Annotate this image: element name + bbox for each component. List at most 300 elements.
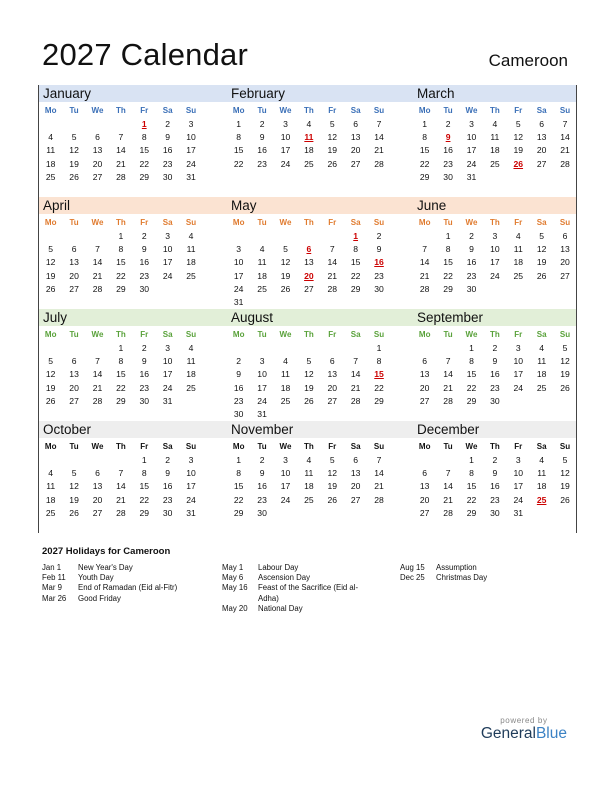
day: 21 (443, 382, 453, 393)
day: 27 (92, 171, 103, 182)
day: 4 (259, 244, 265, 255)
day: 30 (374, 283, 384, 294)
day-grid (227, 342, 397, 421)
day: 27 (92, 507, 103, 518)
month-name: June (417, 198, 447, 213)
day: 23 (162, 158, 173, 169)
weekday-label: Mo (44, 218, 57, 227)
day: 12 (327, 468, 338, 479)
day: 27 (350, 158, 361, 169)
day: 6 (562, 231, 568, 241)
empty-day (62, 454, 85, 467)
day: 27 (419, 507, 430, 518)
day: 20 (419, 382, 430, 393)
day: 9 (165, 468, 171, 479)
day: 6 (95, 468, 100, 479)
empty-day (436, 342, 459, 355)
day: 6 (353, 455, 359, 465)
holiday-name: End of Ramadan (Eid al-Fitr) (78, 583, 178, 593)
holiday-row (42, 583, 212, 593)
day: 18 (304, 481, 314, 492)
weekday-label: Su (185, 106, 197, 115)
day: 29 (374, 395, 384, 406)
day: 2 (141, 231, 147, 241)
weekday-label: Fr (328, 330, 337, 339)
weekday-label: Th (115, 106, 126, 115)
day: 31 (186, 171, 196, 182)
day: 29 (443, 283, 453, 294)
holiday-row (222, 604, 372, 614)
day: 1 (469, 343, 474, 353)
day: 30 (233, 408, 244, 419)
day: 28 (560, 158, 570, 169)
day: 19 (327, 145, 338, 156)
day: 18 (304, 145, 314, 156)
day: 2 (445, 119, 451, 129)
holiday-name: Youth Day (78, 573, 114, 583)
day: 27 (327, 395, 338, 406)
day: 8 (118, 244, 124, 255)
day: 3 (469, 119, 474, 129)
day: 7 (95, 356, 100, 367)
weekday-label: We (279, 442, 292, 451)
day: 24 (257, 395, 267, 406)
day: 14 (443, 481, 453, 492)
holiday-name: Christmas Day (436, 573, 488, 583)
weekday-label: Fr (514, 106, 523, 115)
weekday-label: Sa (536, 330, 547, 339)
day: 1 (445, 231, 451, 241)
day: 13 (92, 481, 103, 492)
day: 19 (45, 382, 56, 393)
month-name: January (43, 86, 92, 101)
holiday-column (42, 563, 212, 604)
holiday-row (400, 563, 570, 573)
day: 27 (69, 283, 79, 294)
empty-day (436, 454, 459, 467)
day: 15 (419, 145, 430, 156)
day: 13 (350, 468, 361, 479)
month-august (227, 309, 397, 421)
day: 4 (492, 119, 498, 129)
holiday-name: Labour Day (258, 563, 299, 572)
day: 26 (327, 494, 338, 505)
day: 2 (492, 343, 498, 353)
day: 2 (469, 231, 474, 241)
day: 6 (95, 132, 100, 143)
day: 26 (327, 158, 338, 169)
month-april (39, 197, 209, 296)
holiday-date: Dec 25 (400, 573, 425, 583)
day: 2 (165, 119, 171, 129)
day: 28 (374, 494, 384, 505)
day: 27 (536, 158, 547, 169)
month-name: July (43, 310, 68, 325)
month-name: February (231, 86, 286, 101)
day: 10 (466, 132, 477, 143)
day: 10 (280, 132, 291, 143)
holiday-row (42, 563, 212, 573)
day: 21 (374, 145, 384, 156)
day: 26 (560, 382, 570, 393)
empty-day (321, 342, 344, 355)
day: 2 (376, 231, 382, 241)
page-title: 2027 Calendar (42, 37, 248, 72)
day: 24 (513, 382, 524, 393)
weekday-header (227, 216, 397, 230)
empty-day (227, 230, 250, 243)
holiday-date: Mar 9 (42, 583, 62, 593)
day: 10 (233, 257, 244, 268)
day: 30 (490, 395, 500, 406)
brand-blue: Blue (535, 725, 567, 742)
weekday-label: Su (185, 218, 197, 227)
weekday-label: Th (303, 442, 314, 451)
day: 5 (329, 119, 335, 129)
day: 8 (141, 132, 147, 143)
day: 16 (257, 145, 267, 156)
weekday-header (227, 328, 397, 342)
day: 28 (443, 507, 453, 518)
day: 12 (45, 369, 56, 380)
day: 10 (257, 369, 267, 380)
weekday-label: Th (303, 330, 314, 339)
day: 30 (443, 171, 453, 182)
holiday-date: Mar 26 (42, 593, 67, 603)
day: 7 (376, 119, 382, 129)
day: 5 (71, 468, 77, 479)
day: 4 (539, 455, 545, 465)
day: 25 (45, 171, 56, 182)
day: 10 (162, 244, 173, 255)
day: 16 (490, 369, 500, 380)
brand-name (481, 725, 567, 743)
day: 11 (257, 257, 267, 268)
day: 14 (443, 369, 453, 380)
day: 23 (374, 270, 384, 281)
weekday-header (227, 104, 397, 118)
day: 22 (466, 382, 477, 393)
empty-day (413, 454, 436, 467)
brand-logo (481, 716, 567, 743)
day: 17 (233, 270, 244, 281)
holiday-row (400, 573, 570, 583)
day: 18 (536, 369, 547, 380)
weekday-label: Mo (418, 442, 431, 451)
empty-day (109, 454, 132, 467)
day: 23 (443, 158, 453, 169)
day: 9 (469, 244, 474, 255)
weekday-label: Tu (257, 330, 267, 339)
empty-day (86, 454, 109, 467)
day: 19 (45, 270, 56, 281)
day-grid (39, 342, 209, 408)
day: 9 (165, 132, 171, 143)
day: 8 (118, 356, 124, 367)
day: 11 (186, 356, 196, 367)
day: 19 (280, 270, 291, 281)
day: 21 (116, 494, 126, 505)
day: 22 (466, 494, 477, 505)
month-september (413, 309, 583, 408)
day: 10 (186, 468, 196, 479)
day: 21 (92, 270, 103, 281)
day: 29 (139, 171, 150, 182)
holiday-date: May 16 (222, 583, 248, 593)
weekday-label: Mo (44, 330, 57, 339)
day: 20 (69, 382, 79, 393)
weekday-label: Tu (257, 442, 267, 451)
day: 17 (490, 257, 500, 268)
weekday-label: Su (559, 442, 571, 451)
weekday-label: Sa (350, 218, 361, 227)
day: 18 (186, 257, 196, 268)
holiday-day: 11 (304, 132, 314, 143)
day: 12 (560, 468, 570, 479)
holidays-section (42, 546, 582, 613)
day: 2 (141, 343, 147, 353)
weekday-label: Su (559, 106, 571, 115)
weekday-label: Sa (536, 442, 547, 451)
empty-day (297, 230, 320, 243)
weekday-label: Th (303, 106, 314, 115)
day: 19 (69, 158, 79, 169)
day: 4 (283, 356, 288, 367)
weekday-label: Fr (328, 442, 337, 451)
empty-day (39, 230, 62, 243)
day: 4 (188, 231, 194, 241)
day: 3 (259, 356, 265, 367)
empty-day (62, 230, 85, 243)
day: 13 (69, 369, 79, 380)
day: 16 (466, 257, 477, 268)
weekday-label: Fr (328, 218, 337, 227)
day: 24 (162, 270, 173, 281)
day: 12 (513, 132, 524, 143)
weekday-label: Fr (140, 442, 149, 451)
day: 15 (443, 257, 453, 268)
day: 27 (560, 270, 570, 281)
holiday-day: 26 (513, 158, 524, 169)
day: 18 (490, 145, 500, 156)
empty-day (413, 230, 436, 243)
holiday-date: May 20 (222, 603, 248, 613)
day: 20 (560, 257, 570, 268)
weekday-header (39, 104, 209, 118)
day: 25 (280, 395, 291, 406)
day: 12 (69, 145, 79, 156)
day: 29 (466, 395, 477, 406)
day: 5 (329, 455, 335, 465)
day: 15 (466, 369, 477, 380)
weekday-label: We (91, 218, 104, 227)
day: 8 (469, 468, 474, 479)
day-grid (227, 118, 397, 171)
day: 16 (139, 257, 150, 268)
weekday-label: Tu (443, 218, 453, 227)
day: 22 (374, 382, 384, 393)
day: 14 (560, 132, 570, 143)
day: 12 (45, 257, 56, 268)
day: 31 (513, 507, 524, 518)
weekday-label: Th (115, 442, 126, 451)
brand-general: General (480, 725, 536, 742)
day: 13 (69, 257, 79, 268)
day: 26 (45, 395, 56, 406)
day: 15 (139, 145, 150, 156)
day: 14 (374, 132, 384, 143)
day: 7 (353, 356, 359, 367)
day: 6 (329, 356, 335, 367)
day: 20 (350, 481, 361, 492)
day: 29 (116, 283, 126, 294)
weekday-label: Th (489, 442, 500, 451)
weekday-label: Tu (443, 442, 453, 451)
day: 14 (116, 145, 126, 156)
day: 23 (466, 270, 477, 281)
weekday-label: Fr (514, 330, 523, 339)
day: 25 (257, 283, 267, 294)
day: 15 (116, 369, 126, 380)
day: 22 (443, 270, 453, 281)
day: 4 (188, 343, 194, 353)
weekday-label: Sa (350, 330, 361, 339)
day: 11 (186, 244, 196, 255)
day: 21 (350, 382, 361, 393)
holiday-day: 9 (445, 132, 451, 143)
day: 16 (490, 481, 500, 492)
weekday-label: Th (489, 218, 500, 227)
holiday-name: Good Friday (78, 593, 121, 603)
day: 24 (280, 158, 291, 169)
day: 16 (257, 481, 267, 492)
weekday-label: Su (185, 330, 197, 339)
holiday-day: 15 (374, 369, 384, 380)
day: 7 (95, 244, 100, 255)
day: 20 (536, 145, 547, 156)
weekday-label: Th (115, 218, 126, 227)
month-name: December (417, 422, 480, 437)
day: 13 (536, 132, 547, 143)
day: 24 (162, 382, 173, 393)
weekday-label: Th (489, 330, 500, 339)
day: 22 (116, 270, 126, 281)
holiday-date: Jan 1 (42, 563, 62, 572)
holiday-row (222, 563, 372, 573)
day: 30 (139, 395, 150, 406)
day: 4 (306, 119, 312, 129)
day: 3 (515, 455, 521, 465)
weekday-label: Su (185, 442, 197, 451)
day: 30 (162, 171, 173, 182)
day: 25 (186, 270, 196, 281)
day: 18 (45, 494, 56, 505)
day: 28 (350, 395, 361, 406)
day: 5 (539, 231, 545, 241)
month-december (413, 421, 583, 520)
day: 15 (466, 481, 477, 492)
day: 15 (233, 481, 244, 492)
day: 13 (304, 257, 314, 268)
holiday-row (42, 573, 212, 583)
day: 20 (92, 158, 103, 169)
day: 1 (422, 119, 428, 129)
day: 20 (92, 494, 103, 505)
day: 29 (350, 283, 361, 294)
day: 30 (490, 507, 500, 518)
day: 17 (257, 382, 267, 393)
day: 11 (537, 356, 547, 367)
holiday-day: 25 (536, 494, 547, 505)
day: 11 (513, 244, 523, 255)
day: 14 (374, 468, 384, 479)
weekday-header (413, 328, 583, 342)
day: 10 (162, 356, 173, 367)
empty-day (250, 230, 273, 243)
day: 6 (539, 119, 545, 129)
day: 29 (139, 507, 150, 518)
holiday-day: 1 (353, 231, 359, 241)
day: 26 (560, 494, 570, 505)
day: 9 (492, 356, 498, 367)
month-february (227, 85, 397, 171)
day: 6 (71, 244, 77, 255)
day: 12 (69, 481, 79, 492)
day: 27 (69, 395, 79, 406)
day: 30 (257, 507, 267, 518)
day: 5 (562, 343, 568, 353)
weekday-label: Tu (257, 106, 267, 115)
day: 3 (515, 343, 521, 353)
quarter-band (38, 197, 577, 309)
weekday-label: Th (489, 106, 500, 115)
day: 26 (536, 270, 547, 281)
holiday-date: Feb 11 (42, 573, 66, 583)
weekday-label: Mo (232, 442, 245, 451)
month-name: November (231, 422, 294, 437)
day: 25 (186, 382, 196, 393)
day: 20 (350, 145, 361, 156)
weekday-label: We (465, 330, 478, 339)
day: 15 (233, 145, 244, 156)
day: 27 (304, 283, 314, 294)
day: 16 (162, 145, 173, 156)
day: 2 (165, 455, 171, 465)
weekday-label: Mo (232, 330, 245, 339)
day: 24 (466, 158, 477, 169)
empty-day (274, 342, 297, 355)
day: 7 (329, 244, 335, 255)
day: 21 (374, 481, 384, 492)
day: 13 (560, 244, 570, 255)
weekday-label: We (465, 106, 478, 115)
weekday-label: Su (373, 218, 385, 227)
day: 22 (233, 494, 244, 505)
day: 17 (162, 369, 173, 380)
day: 28 (116, 171, 126, 182)
month-name: May (231, 198, 257, 213)
day: 13 (327, 369, 338, 380)
day: 9 (259, 468, 265, 479)
day: 3 (188, 119, 194, 129)
day-grid (39, 118, 209, 184)
empty-day (62, 118, 85, 131)
weekday-label: Mo (418, 330, 431, 339)
day: 24 (233, 283, 244, 294)
day: 11 (304, 468, 314, 479)
day: 30 (466, 283, 477, 294)
holiday-row (222, 583, 372, 603)
